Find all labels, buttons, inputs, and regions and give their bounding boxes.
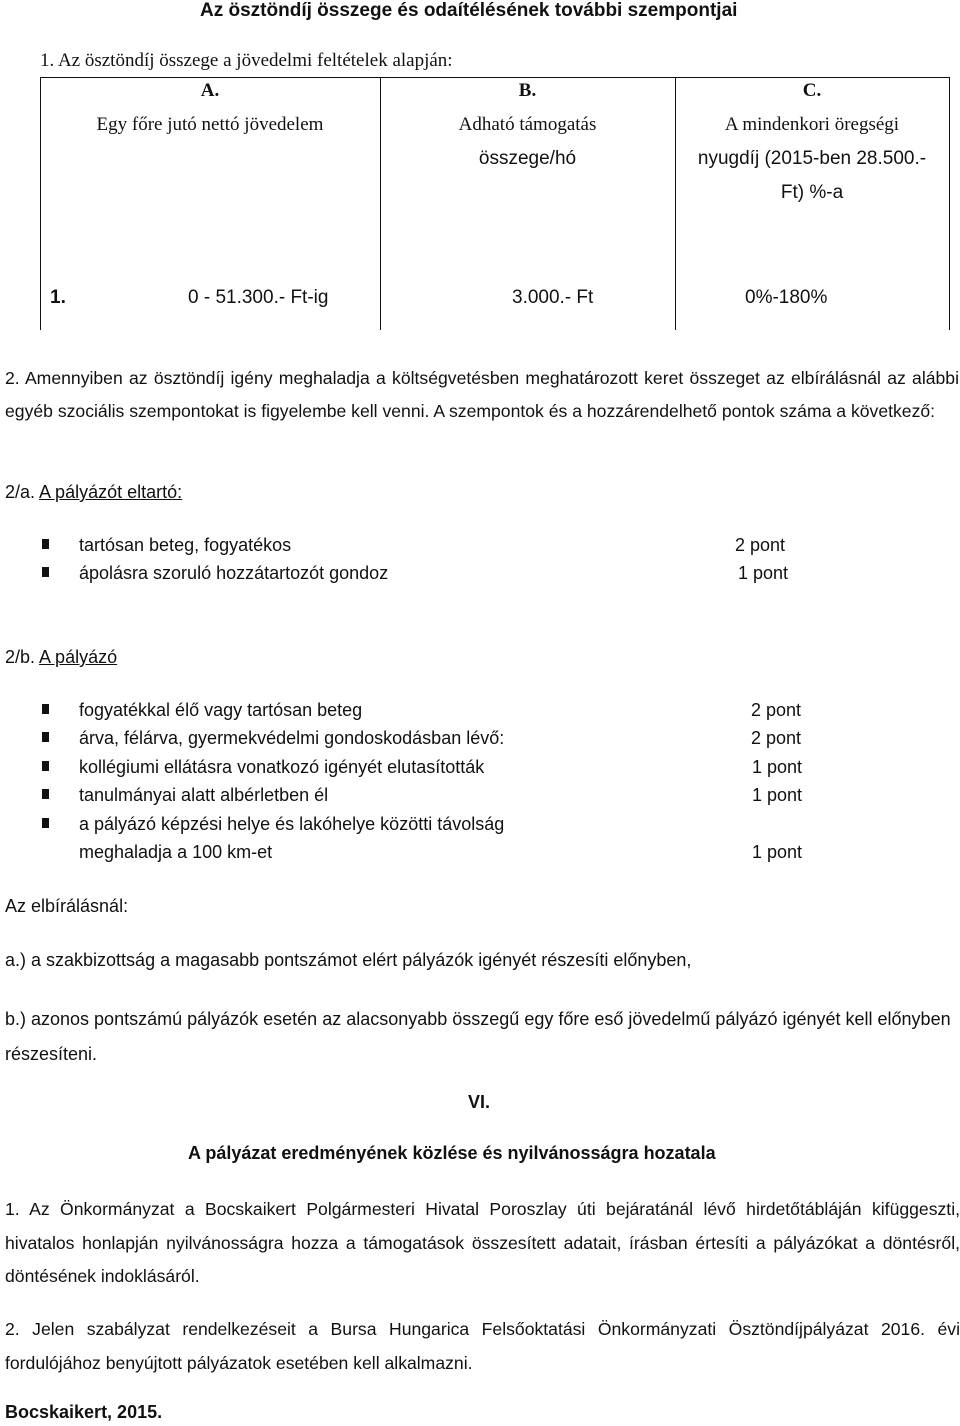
section-2a-heading: A pályázót eltartó: [39, 482, 183, 502]
list-item: tartósan beteg, fogyatékos [79, 535, 292, 555]
list-item-continuation: meghaladja a 100 km-et [79, 842, 273, 862]
section1-heading: 1. Az ösztöndíj összege a jövedelmi feltételek alapján: [40, 50, 453, 71]
list-item: ápolásra szoruló hozzátartozót gondoz [79, 563, 389, 583]
section-2b-label: 2/b. [5, 647, 36, 667]
square-bullet-icon [42, 567, 49, 577]
list-item-points: 1 pont [752, 842, 803, 862]
table-header-c-line1: A mindenkori öregségi [724, 114, 900, 135]
evaluation-rule-b: b.) azonos pontszámú pályázók esetén az alacsonyabb összegű egy főre eső jövedelmű pályázó igényét kell előnyben részesíteni. [5, 1009, 951, 1064]
list-item: kollégiumi ellátásra vonatkozó igényét elutasították [79, 757, 485, 777]
section-2a [5, 482, 182, 503]
table-header-b-letter: B. [518, 80, 537, 101]
evaluation-label: Az elbírálásnál: [5, 896, 129, 916]
table-row-percent: 0%-180% [745, 287, 828, 308]
section-6-paragraph-2: 2. Jelen szabályzat rendelkezéseit a Bursa Hungarica Felsőoktatási Önkormányzati Ösztöndíjpályázat 2016. évi fordulójához benyújtott pályázatok esetében kell alkalmazni. [5, 1319, 960, 1373]
list-item: fogyatékkal élő vagy tartósan beteg [79, 700, 363, 720]
table-header-a-letter: A. [200, 80, 220, 101]
section-2b [5, 647, 117, 668]
section-6-title: A pályázat eredményének közlése és nyilvánosságra hozatala [188, 1143, 716, 1163]
table-header-c-line2: nyugdíj (2015-ben 28.500.- [697, 148, 927, 169]
document-title: Az ösztöndíj összege és odaítélésének további szempontjai [200, 0, 738, 21]
square-bullet-icon [42, 539, 49, 549]
table-row-number: 1. [50, 287, 66, 308]
square-bullet-icon [42, 818, 49, 828]
table-row-income: 0 - 51.300.- Ft-ig [188, 287, 329, 308]
table-header-b-line2: összege/hó [478, 148, 577, 169]
list-item: tanulmányai alatt albérletben él [79, 785, 329, 805]
list-item: a pályázó képzési helye és lakóhelye közötti távolság [79, 814, 505, 834]
list-item-points: 1 pont [738, 563, 789, 583]
square-bullet-icon [42, 761, 49, 771]
list-item: árva, félárva, gyermekvédelmi gondoskodásban lévő: [79, 728, 505, 748]
list-item-points: 1 pont [752, 757, 803, 777]
section-2b-heading: A pályázó [39, 647, 118, 667]
section-6-number: VI. [468, 1092, 491, 1112]
list-item-points: 2 pont [751, 700, 802, 720]
table-header-c-line3: Ft) %-a [780, 182, 844, 203]
evaluation-rule-a: a.) a szakbizottság a magasabb pontszámot elért pályázók igényét részesíti előnyben, [5, 950, 692, 970]
paragraph-2: 2. Amennyiben az ösztöndíj igény meghaladja a költségvetésben meghatározott keret összeget az elbírálásnál az alábbi egyéb szociális szempontokat is figyelembe kell venni. A szempontok és a hozzárendelhető pontok száma a következő: [5, 368, 959, 421]
place-date: Bocskaikert, 2015. [5, 1402, 163, 1422]
table-header-c [675, 74, 949, 210]
section-6-paragraph-1: 1. Az Önkormányzat a Bocskaikert Polgármesteri Hivatal Poroszlay úti bejáratánál lévő hirdetőtábláján kifüggeszti, hivatalos honlapján nyilvánosságra hozza a támogatások összesített adatait, írásban értesíti a pályázókat a döntésről, döntésének indoklásáról. [5, 1199, 960, 1286]
square-bullet-icon [42, 732, 49, 742]
table-header-b [380, 74, 675, 176]
square-bullet-icon [42, 704, 49, 714]
list-item-points: 2 pont [735, 535, 786, 555]
table-header-c-letter: C. [802, 80, 822, 101]
square-bullet-icon [42, 789, 49, 799]
table-header-b-line1: Adható támogatás [458, 114, 597, 135]
list-item-points: 2 pont [751, 728, 802, 748]
section-2a-label: 2/a. [5, 482, 36, 502]
list-item-points: 1 pont [752, 785, 803, 805]
table-header-a-line1: Egy főre jutó nettó jövedelem [96, 114, 324, 135]
table-header-a [40, 74, 380, 142]
table-row-amount: 3.000.- Ft [512, 287, 594, 308]
